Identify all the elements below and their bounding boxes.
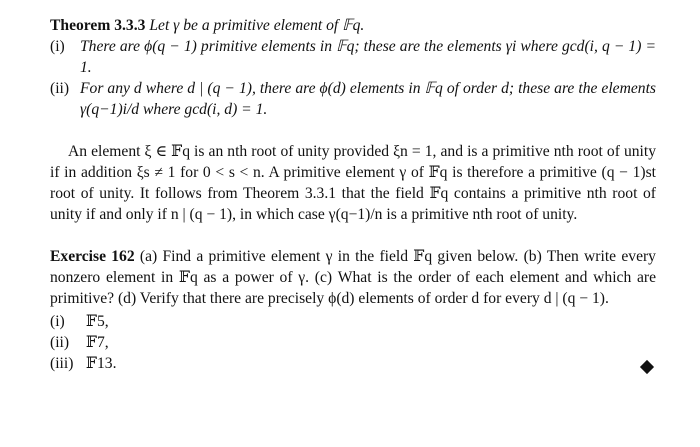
theorem-item-text: There are ϕ(q − 1) primitive elements in 𝔽q; these are the elements γi where gcd(i, q − 1) = 1. — [80, 38, 656, 76]
exercise-text — [50, 246, 656, 309]
theorem-item-text: For any d where d | (q − 1), there are ϕ(d) elements in 𝔽q of order d; these are the elements γ(q−1)i/d where gcd(i, d) = 1. — [80, 80, 656, 118]
theorem-heading-line — [50, 15, 656, 36]
root-of-unity-paragraph: An element ξ ∈ 𝔽q is an nth root of unity provided ξn = 1, and is a primitive nth root of unity if in addition ξs ≠ 1 for 0 < s < n. A primitive element γ of 𝔽q is therefore a primitive (q − 1)st root of unity. It follows from Theorem 3.3.1 that the field 𝔽q contains a primitive nth root of unity if and only if n | (q − 1), in which case γ(q−1)/n is a primitive nth root of unity. — [50, 143, 656, 223]
theorem-label: Theorem 3.3.3 — [50, 17, 146, 34]
exercise-block — [50, 246, 656, 374]
page — [50, 15, 656, 374]
exercise-part-field: 𝔽7, — [85, 334, 109, 351]
theorem-block — [50, 15, 656, 120]
theorem-item-2 — [50, 78, 656, 120]
theorem-item-1 — [50, 36, 656, 78]
exercise-part-label: (ii) — [50, 334, 70, 351]
exercise-parts — [50, 311, 656, 374]
exercise-part-label: (iii) — [50, 355, 74, 372]
exercise-part-field: 𝔽5, — [85, 313, 109, 330]
exercise-label: Exercise 162 — [50, 248, 135, 265]
exercise-part-label: (i) — [50, 313, 65, 330]
theorem-item-number: (i) — [50, 38, 65, 55]
theorem-statement: Let γ be a primitive element of 𝔽q. — [149, 17, 365, 34]
exercise-part — [50, 353, 656, 374]
exercise-part-field: 𝔽13. — [85, 355, 117, 372]
exercise-part — [50, 311, 656, 332]
end-of-exercise-diamond-icon — [640, 360, 654, 374]
exercise-part — [50, 332, 656, 353]
exercise-body: (a) Find a primitive element γ in the field 𝔽q given below. (b) Then write every nonzero element in 𝔽q as a power of γ. (c) What is the order of each element and which are primitive? (d) Verify that there are precisely ϕ(d) elements of order d for every d | (q − 1). — [50, 248, 656, 307]
theorem-item-number: (ii) — [50, 80, 70, 97]
